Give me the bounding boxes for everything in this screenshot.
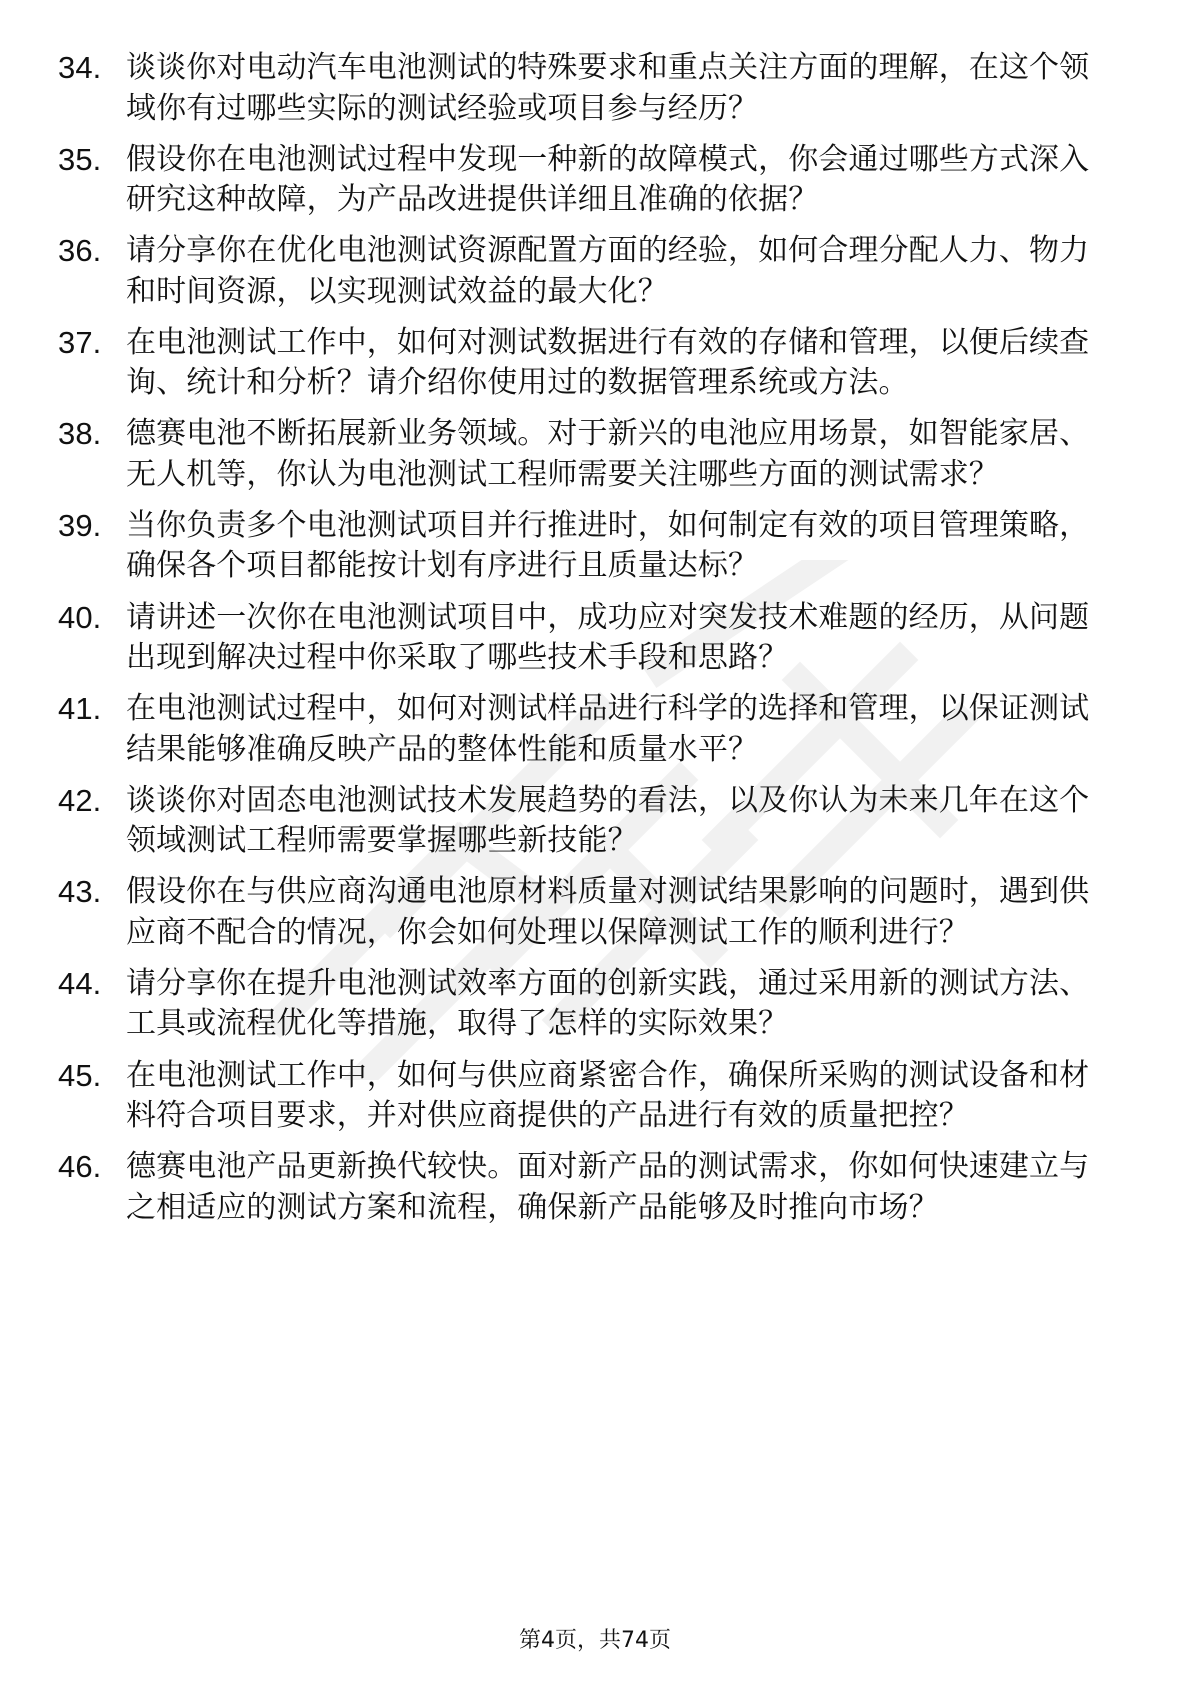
question-text: 请分享你在优化电池测试资源配置方面的经验，如何合理分配人力、物力和时间资源，以实现测试效益的最大化？	[126, 233, 1090, 309]
question-number: 37.	[58, 324, 102, 360]
question-item-34	[58, 48, 1118, 129]
question-text: 请分享你在提升电池测试效率方面的创新实践，通过采用新的测试方法、工具或流程优化等措施，取得了怎样的实际效果？	[126, 965, 1090, 1042]
question-number: 39.	[58, 507, 102, 543]
question-text: 请讲述一次你在电池测试项目中，成功应对突发技术难题的经历，从问题出现到解决过程中你采取了哪些技术手段和思路？	[126, 599, 1090, 676]
question-number: 40.	[58, 599, 102, 635]
question-item-36	[58, 231, 1118, 312]
question-number: 34.	[58, 50, 102, 85]
question-item-40	[58, 598, 1118, 679]
question-text: 在电池测试过程中，如何对测试样品进行科学的选择和管理，以保证测试结果能够准确反映产品的整体性能和质量水平？	[126, 691, 1090, 767]
question-text: 谈谈你对固态电池测试技术发展趋势的看法，以及你认为未来几年在这个领域测试工程师需要掌握哪些新技能？	[126, 782, 1090, 859]
question-number: 45.	[58, 1057, 102, 1093]
question-number: 44.	[58, 965, 102, 1001]
question-number: 35.	[58, 141, 102, 177]
question-number: 36.	[58, 233, 102, 269]
question-text: 假设你在与供应商沟通电池原材料质量对测试结果影响的问题时，遇到供应商不配合的情况，你会如何处理以保障测试工作的顺利进行？	[126, 874, 1090, 950]
question-number: 41.	[58, 691, 102, 727]
question-text: 德赛电池不断拓展新业务领域。对于新兴的电池应用场景，如智能家居、无人机等，你认为电池测试工程师需要关注哪些方面的测试需求？	[126, 416, 1090, 492]
question-text: 假设你在电池测试过程中发现一种新的故障模式，你会通过哪些方式深入研究这种故障，为产品改进提供详细且准确的依据？	[126, 141, 1090, 218]
question-item-44	[58, 964, 1118, 1045]
question-item-39	[58, 506, 1118, 587]
question-text: 谈谈你对电动汽车电池测试的特殊要求和重点关注方面的理解，在这个领域你有过哪些实际的测试经验或项目参与经历？	[126, 50, 1090, 126]
question-item-42	[58, 781, 1118, 862]
question-text: 在电池测试工作中，如何与供应商紧密合作，确保所采购的测试设备和材料符合项目要求，并对供应商提供的产品进行有效的质量把控？	[126, 1057, 1090, 1134]
question-number: 46.	[58, 1149, 102, 1185]
question-number: 42.	[58, 782, 102, 818]
page-footer: 第4页，共74页	[519, 1628, 671, 1653]
question-text: 当你负责多个电池测试项目并行推进时，如何制定有效的项目管理策略，确保各个项目都能按计划有序进行且质量达标？	[126, 507, 1090, 584]
question-item-35	[58, 140, 1118, 221]
question-item-41	[58, 689, 1118, 770]
question-item-43	[58, 872, 1118, 953]
question-text: 德赛电池产品更新换代较快。面对新产品的测试需求，你如何快速建立与之相适应的测试方案和流程，确保新产品能够及时推向市场？	[126, 1149, 1090, 1225]
question-number: 43.	[58, 874, 102, 910]
question-item-45	[58, 1056, 1118, 1137]
question-item-37	[58, 323, 1118, 404]
question-item-38	[58, 414, 1118, 495]
question-number: 38.	[58, 416, 102, 452]
question-text: 在电池测试工作中，如何对测试数据进行有效的存储和管理，以便后续查询、统计和分析？请介绍你使用过的数据管理系统或方法。	[126, 324, 1090, 401]
question-item-46	[58, 1147, 1118, 1228]
question-list	[58, 48, 1118, 1239]
